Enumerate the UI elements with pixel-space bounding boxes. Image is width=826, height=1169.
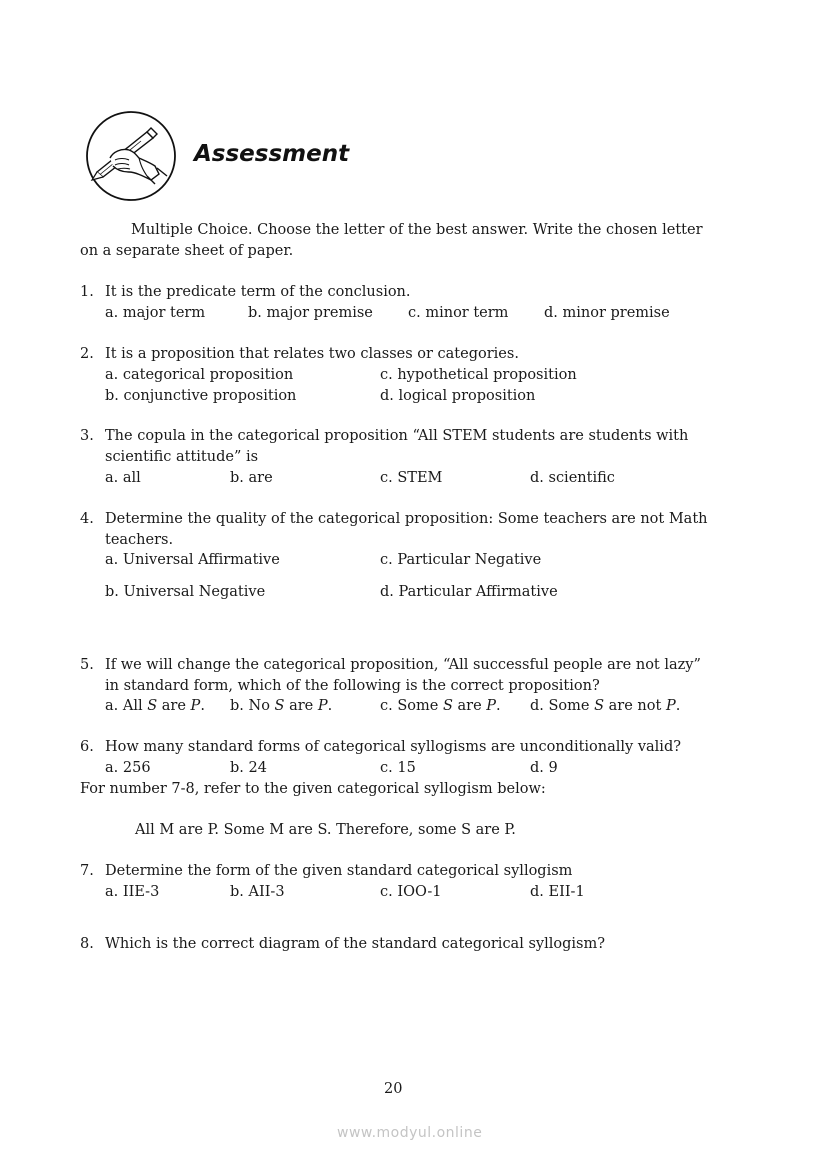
- question-6-option-d: d. 9: [530, 760, 558, 776]
- question-2-option-d: d. logical proposition: [380, 388, 536, 404]
- question-6-option-c: c. 15: [380, 760, 416, 776]
- reference-note: For number 7-8, refer to the given categorical syllogism below:: [80, 781, 546, 797]
- question-4-option-a: a. Universal Affirmative: [105, 552, 280, 568]
- instructions-line-1: Multiple Choice. Choose the letter of the best answer. Write the chosen letter: [131, 222, 703, 238]
- question-7-option-a: a. IIE-3: [105, 884, 160, 900]
- question-6-text: How many standard forms of categorical syllogisms are unconditionally valid?: [105, 739, 681, 755]
- question-number: 4.: [80, 511, 94, 527]
- question-number: 3.: [80, 428, 94, 444]
- question-5-option-a: a. All S are P.: [105, 698, 205, 714]
- question-number: 6.: [80, 739, 94, 755]
- question-1-option-d: d. minor premise: [544, 305, 670, 321]
- question-number: 5.: [80, 657, 94, 673]
- question-5-option-b: b. No S are P.: [230, 698, 333, 714]
- question-number: 7.: [80, 863, 94, 879]
- question-3-text-line-1: The copula in the categorical proposition “All STEM students are students with: [105, 428, 689, 444]
- question-5-text-line-2: in standard form, which of the following is the correct proposition?: [105, 678, 600, 694]
- question-number: 8.: [80, 936, 94, 952]
- question-5-text-line-1: If we will change the categorical proposition, “All successful people are not lazy”: [105, 657, 701, 673]
- syllogism-statement: All M are P. Some M are S. Therefore, some S are P.: [135, 822, 516, 838]
- watermark: www.modyul.online: [337, 1125, 483, 1141]
- instructions-line-2: on a separate sheet of paper.: [80, 243, 294, 259]
- question-7-option-b: b. AII-3: [230, 884, 285, 900]
- question-1-text: It is the predicate term of the conclusion.: [105, 284, 411, 300]
- question-2-option-a: a. categorical proposition: [105, 367, 294, 383]
- question-3-text-line-2: scientific attitude” is: [105, 449, 259, 465]
- question-6-option-a: a. 256: [105, 760, 151, 776]
- question-3-option-a: a. all: [105, 470, 141, 486]
- question-3-option-d: d. scientific: [530, 470, 615, 486]
- question-1-option-c: c. minor term: [408, 305, 509, 321]
- page-title: Assessment: [194, 141, 350, 167]
- question-2-option-c: c. hypothetical proposition: [380, 367, 577, 383]
- question-7-option-c: c. IOO-1: [380, 884, 442, 900]
- question-4-option-c: c. Particular Negative: [380, 552, 542, 568]
- question-4-text-line-2: teachers.: [105, 532, 174, 548]
- question-5-option-c: c. Some S are P.: [380, 698, 501, 714]
- page-number: 20: [384, 1081, 403, 1097]
- question-4-option-b: b. Universal Negative: [105, 584, 266, 600]
- hand-writing-pencil-icon: [85, 110, 177, 202]
- question-4-text-line-1: Determine the quality of the categorical proposition: Some teachers are not Math: [105, 511, 708, 527]
- question-1-option-b: b. major premise: [248, 305, 373, 321]
- question-number: 1.: [80, 284, 94, 300]
- question-2-text: It is a proposition that relates two classes or categories.: [105, 346, 519, 362]
- question-5-option-d: d. Some S are not P.: [530, 698, 681, 714]
- question-6-option-b: b. 24: [230, 760, 267, 776]
- question-number: 2.: [80, 346, 94, 362]
- question-7-option-d: d. EII-1: [530, 884, 585, 900]
- question-3-option-b: b. are: [230, 470, 273, 486]
- question-8-text: Which is the correct diagram of the standard categorical syllogism?: [105, 936, 605, 952]
- question-1-option-a: a. major term: [105, 305, 206, 321]
- question-2-option-b: b. conjunctive proposition: [105, 388, 297, 404]
- question-3-option-c: c. STEM: [380, 470, 443, 486]
- question-4-option-d: d. Particular Affirmative: [380, 584, 558, 600]
- question-7-text: Determine the form of the given standard categorical syllogism: [105, 863, 573, 879]
